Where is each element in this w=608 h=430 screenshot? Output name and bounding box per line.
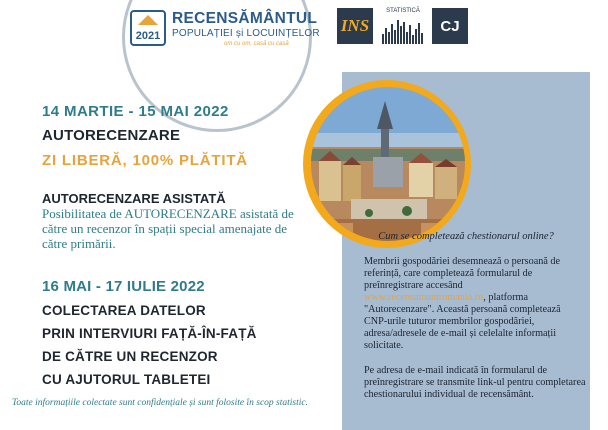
confidentiality-note: Toate informațiile colectate sunt confidențiale și sunt folosite în scop statistic. (12, 398, 308, 408)
asistata-description: Posibilitatea de AUTORECENZARE asistată de către un recenzor în spații special amenajate de către primării. (42, 206, 294, 251)
statistica-logo (380, 8, 426, 44)
brand-title: RECENSĂMÂNTUL (172, 10, 318, 27)
bars-icon (382, 18, 424, 44)
house-roof-icon (138, 15, 158, 25)
date-range-1: 14 MARTIE - 15 MAI 2022 (42, 103, 229, 120)
asistata-heading: AUTORECENZARE ASISTATĂ (42, 191, 226, 206)
brand-subtitle: POPULAȚIEI și LOCUINȚELOR (172, 28, 320, 39)
cj-logo: CJ (432, 8, 468, 44)
logo-year: 2021 (135, 30, 161, 42)
census-logo (130, 10, 166, 46)
city-photo (311, 87, 465, 241)
colectare-line-3: DE CĂTRE UN RECENZOR (42, 349, 218, 364)
recensamant-link[interactable]: www.recensamantromania.ro (364, 292, 484, 303)
zi-libera-heading: ZI LIBERĂ, 100% PLĂTITĂ (42, 152, 248, 169)
statistica-label: STATISTICĂ (386, 8, 420, 14)
colectare-line-4: CU AJUTORUL TABLETEI (42, 372, 211, 387)
ins-logo: INS (337, 8, 373, 44)
date-range-2: 16 MAI - 17 IULIE 2022 (42, 278, 205, 295)
colectare-line-1: COLECTAREA DATELOR (42, 303, 206, 318)
colectare-line-2: PRIN INTERVIURI FAȚĂ-ÎN-FAȚĂ (42, 326, 257, 341)
instructions-paragraph-2: Pe adresa de e-mail indicată în formularul de preînregistrare se transmite link-ul pentru completarea chestionarului individual de recensământ. (364, 365, 586, 400)
city-image (311, 87, 465, 241)
brand-tagline: om cu om, casă cu casă (224, 41, 289, 47)
p1-text-before: Membrii gospodăriei desemnează o persoană de referință, care completează formularul de preînregistrare accesând (364, 256, 561, 291)
instructions-paragraph-1 (364, 256, 586, 352)
p1-text-after: , platforma "Autorecenzare". Această persoană completează CNP-urile tuturor membrilor gospodăriei, adresa/adresele de e-mail și celelalte informații solicitate. (364, 292, 561, 351)
autorecenzare-heading: AUTORECENZARE (42, 127, 181, 144)
online-question: Cum se completează chestionarul online? (378, 231, 554, 242)
